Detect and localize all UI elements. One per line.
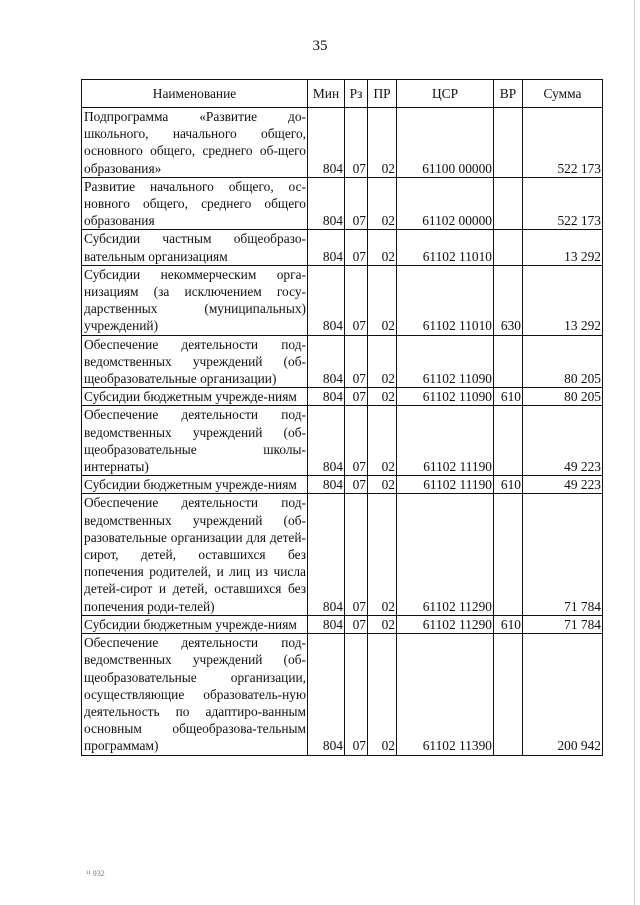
row-csr: 61102 11090 (397, 335, 494, 388)
row-name: Подпрограмма «Развитие до-школьного, начального общего, основного общего, среднего об-щего образования» (82, 108, 308, 178)
table-header-row (82, 80, 603, 108)
row-vr (494, 177, 523, 230)
row-rz: 07 (345, 406, 368, 476)
header-min: Мин (308, 80, 345, 108)
row-csr: 61102 11390 (397, 634, 494, 755)
row-name: Обеспечение деятельности под-ведомственных учреждений (об-щеобразовательные школы-интернаты) (82, 406, 308, 476)
row-pr: 02 (368, 265, 397, 335)
row-min: 804 (308, 265, 345, 335)
row-vr: 610 (494, 388, 523, 406)
row-min: 804 (308, 634, 345, 755)
row-pr: 02 (368, 177, 397, 230)
row-pr: 02 (368, 230, 397, 265)
row-min: 804 (308, 177, 345, 230)
row-csr: 61102 11290 (397, 615, 494, 633)
row-name: Обеспечение деятельности под-ведомственных учреждений (об-разовательные организации для детей-сирот, детей, оставшихся без попечения родителей, и лиц из числа детей-сирот и детей, оставшихся без попечения роди-телей) (82, 494, 308, 615)
row-min: 804 (308, 388, 345, 406)
row-min: 804 (308, 230, 345, 265)
row-sum: 13 292 (523, 265, 603, 335)
header-pr: ПР (368, 80, 397, 108)
row-name: Субсидии бюджетным учрежде-ниям (82, 388, 308, 406)
row-rz: 07 (345, 634, 368, 755)
row-sum: 71 784 (523, 615, 603, 633)
row-pr: 02 (368, 494, 397, 615)
header-vr: ВР (494, 80, 523, 108)
header-name: Наименование (82, 80, 308, 108)
row-pr: 02 (368, 388, 397, 406)
row-min: 804 (308, 494, 345, 615)
row-vr: 610 (494, 476, 523, 494)
row-name: Субсидии некоммерческим орга-низациям (за исключением госу-дарственных (муниципальных) учреждений) (82, 265, 308, 335)
header-csr: ЦСР (397, 80, 494, 108)
row-csr: 61102 11290 (397, 494, 494, 615)
row-rz: 07 (345, 615, 368, 633)
row-rz: 07 (345, 108, 368, 178)
row-rz: 07 (345, 177, 368, 230)
row-vr: 630 (494, 265, 523, 335)
scan-edge-line (634, 0, 635, 905)
footer-code: ¹¹ 932 (86, 869, 105, 878)
budget-table (81, 79, 603, 756)
row-sum: 49 223 (523, 476, 603, 494)
row-min: 804 (308, 406, 345, 476)
row-csr: 61102 11010 (397, 265, 494, 335)
row-name: Субсидии бюджетным учрежде-ниям (82, 615, 308, 633)
row-pr: 02 (368, 476, 397, 494)
row-name: Субсидии частным общеобразо-вательным организациям (82, 230, 308, 265)
row-min: 804 (308, 476, 345, 494)
row-pr: 02 (368, 335, 397, 388)
row-rz: 07 (345, 476, 368, 494)
row-csr: 61102 11090 (397, 388, 494, 406)
row-sum: 71 784 (523, 494, 603, 615)
table-row (82, 406, 603, 476)
row-csr: 61100 00000 (397, 108, 494, 178)
row-sum: 49 223 (523, 406, 603, 476)
row-csr: 61102 11010 (397, 230, 494, 265)
row-pr: 02 (368, 615, 397, 633)
row-csr: 61102 11190 (397, 406, 494, 476)
row-sum: 522 173 (523, 177, 603, 230)
row-vr (494, 406, 523, 476)
row-rz: 07 (345, 265, 368, 335)
row-name: Обеспечение деятельности под-ведомственных учреждений (об-щеобразовательные организации) (82, 335, 308, 388)
table-row (82, 615, 603, 633)
row-sum: 522 173 (523, 108, 603, 178)
row-vr (494, 335, 523, 388)
row-pr: 02 (368, 634, 397, 755)
row-vr (494, 634, 523, 755)
row-csr: 61102 00000 (397, 177, 494, 230)
table-row (82, 230, 603, 265)
row-sum: 80 205 (523, 388, 603, 406)
header-rz: Рз (345, 80, 368, 108)
row-rz: 07 (345, 494, 368, 615)
page-number: 35 (312, 38, 328, 54)
row-sum: 80 205 (523, 335, 603, 388)
row-vr (494, 230, 523, 265)
row-vr (494, 108, 523, 178)
row-min: 804 (308, 615, 345, 633)
row-sum: 13 292 (523, 230, 603, 265)
row-vr: 610 (494, 615, 523, 633)
row-rz: 07 (345, 388, 368, 406)
table-row (82, 476, 603, 494)
row-min: 804 (308, 108, 345, 178)
table-row (82, 108, 603, 178)
table-row (82, 494, 603, 615)
row-name: Развитие начального общего, ос-новного общего, среднего общего образования (82, 177, 308, 230)
row-name: Обеспечение деятельности под-ведомственных учреждений (об-щеобразовательные организации, осуществляющие образователь-ную деятельность по адаптиро-ванным основным общеобразова-тельным программам) (82, 634, 308, 755)
table-row (82, 634, 603, 755)
row-csr: 61102 11190 (397, 476, 494, 494)
row-pr: 02 (368, 108, 397, 178)
row-rz: 07 (345, 230, 368, 265)
table-row (82, 177, 603, 230)
row-sum: 200 942 (523, 634, 603, 755)
table-row (82, 388, 603, 406)
row-pr: 02 (368, 406, 397, 476)
row-name: Субсидии бюджетным учрежде-ниям (82, 476, 308, 494)
row-min: 804 (308, 335, 345, 388)
header-sum: Сумма (523, 80, 603, 108)
table-row (82, 335, 603, 388)
row-vr (494, 494, 523, 615)
row-rz: 07 (345, 335, 368, 388)
table-row (82, 265, 603, 335)
